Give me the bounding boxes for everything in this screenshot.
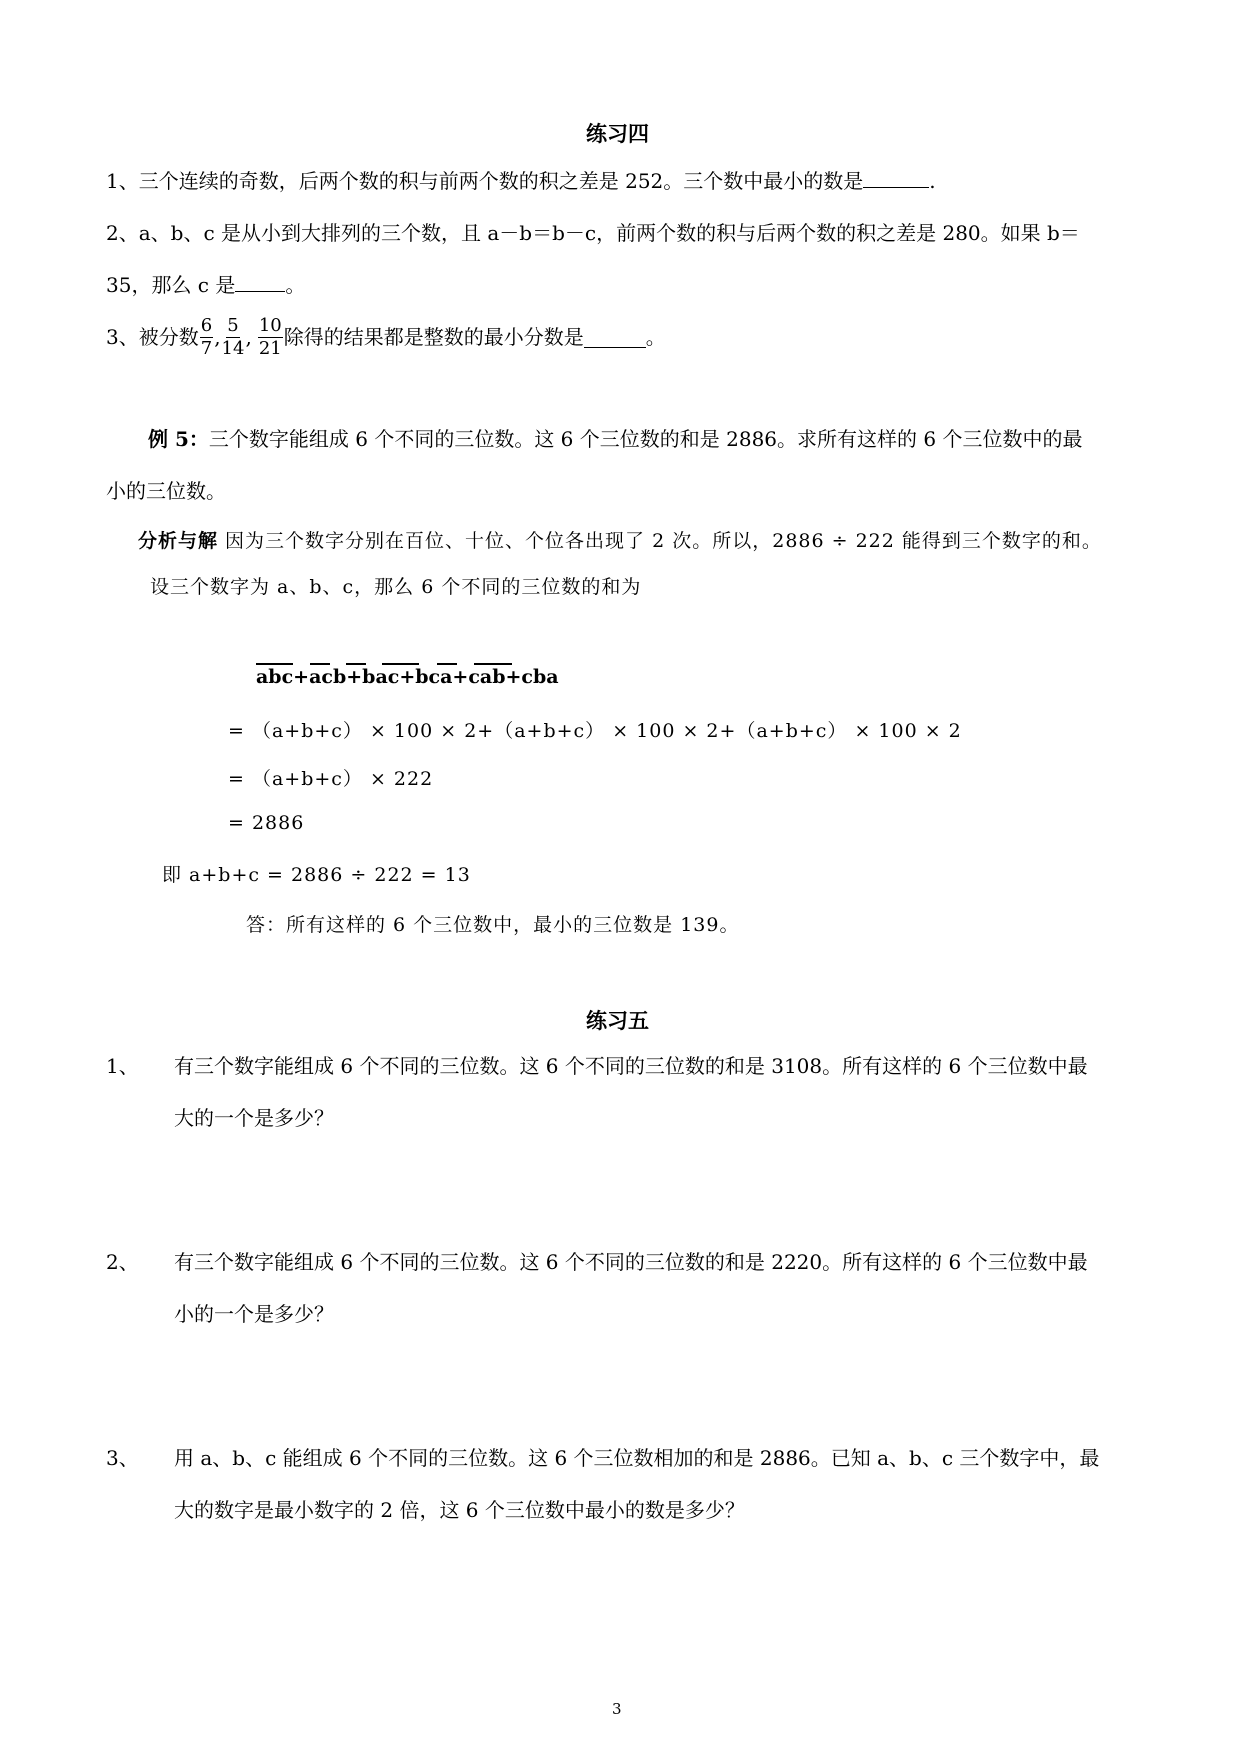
answer-blank — [863, 169, 929, 188]
example-line1: 例 5：三个数字能组成 6 个不同的三位数。这 6 个三位数的和是 2886。求所有这样的 6 个三位数中的最 — [148, 427, 1083, 451]
example-label: 例 5： — [148, 427, 209, 451]
section-title-ex5: 练习五 — [586, 1008, 649, 1033]
answer-line: 答：所有这样的 6 个三位数中，最小的三位数是 139。 — [246, 914, 740, 936]
ex5-q1-number: 1、 — [106, 1054, 139, 1078]
ex4-question-3: 3、 被分数 $\frac{6}{7}$ , $\frac{5}{14}$ , $\frac{10}{21}$ 除得的结果都是整数的最小分数是 。 — [106, 314, 666, 359]
step-4: 即 a+b+c = 2886 ÷ 222 = 13 — [162, 864, 471, 886]
ex5-q1-line1: 有三个数字能组成 6 个不同的三位数。这 6 个不同的三位数的和是 3108。所有这样的 6 个三位数中最 — [174, 1054, 1088, 1078]
question-number: 1、 — [106, 169, 139, 193]
ex5-q3-line2: 大的数字是最小数字的 2 倍，这 6 个三位数中最小的数是多少？ — [174, 1498, 745, 1522]
setup-line: 设三个数字为 a、b、c，那么 6 个不同的三位数的和为 — [150, 576, 642, 598]
answer-blank — [235, 273, 285, 292]
page-number: 3 — [612, 1700, 622, 1718]
ex5-q3-number: 3、 — [106, 1446, 139, 1470]
fraction: $\frac{5}{14}$ — [221, 314, 245, 359]
answer-blank — [584, 327, 646, 348]
analysis-label: 分析与解 — [138, 530, 219, 552]
question-text: a、b、c 是从小到大排列的三个数，且 a－b＝b－c，前两个数的积与后两个数的积之差是 280。如果 b＝ — [138, 221, 1080, 245]
sum-expression: abc+acb+bac+bca+cab+cba — [256, 666, 559, 688]
analysis-line: 分析与解 因为三个数字分别在百位、十位、个位各出现了 2 次。所以，2886 ÷ 222 能得到三个数字的和。 — [138, 530, 1102, 552]
ex4-question-1: 1、三个连续的奇数，后两个数的积与前两个数的积之差是 252。三个数中最小的数是 . — [106, 169, 936, 193]
step-3: = 2886 — [228, 812, 305, 834]
ex5-q3-line1: 用 a、b、c 能组成 6 个不同的三位数。这 6 个三位数相加的和是 2886。已知 a、b、c 三个数字中，最 — [174, 1446, 1100, 1470]
question-number: 2、 — [106, 221, 139, 245]
ex5-q1-line2: 大的一个是多少？ — [174, 1106, 334, 1130]
ex5-q2-number: 2、 — [106, 1250, 139, 1274]
step-1: = （a+b+c） × 100 × 2+（a+b+c） × 100 × 2+（a+b+c） × 100 × 2 — [228, 720, 962, 742]
fraction: $\frac{10}{21}$ — [258, 314, 282, 359]
ex4-question-2-line1 — [106, 220, 1080, 246]
ex4-question-2-line2: 35，那么 c 是 。 — [106, 273, 306, 297]
question-text: 三个连续的奇数，后两个数的积与前两个数的积之差是 252。三个数中最小的数是 — [138, 169, 864, 193]
step-2: = （a+b+c） × 222 — [228, 768, 434, 790]
ex5-q2-line1: 有三个数字能组成 6 个不同的三位数。这 6 个不同的三位数的和是 2220。所有这样的 6 个三位数中最 — [174, 1250, 1088, 1274]
section-title-ex4: 练习四 — [586, 121, 649, 146]
example-line2: 小的三位数。 — [106, 479, 226, 503]
ex5-q2-line2: 小的一个是多少？ — [174, 1302, 334, 1326]
fraction: $\frac{6}{7}$ — [200, 314, 213, 359]
question-number: 3、 — [106, 325, 139, 349]
